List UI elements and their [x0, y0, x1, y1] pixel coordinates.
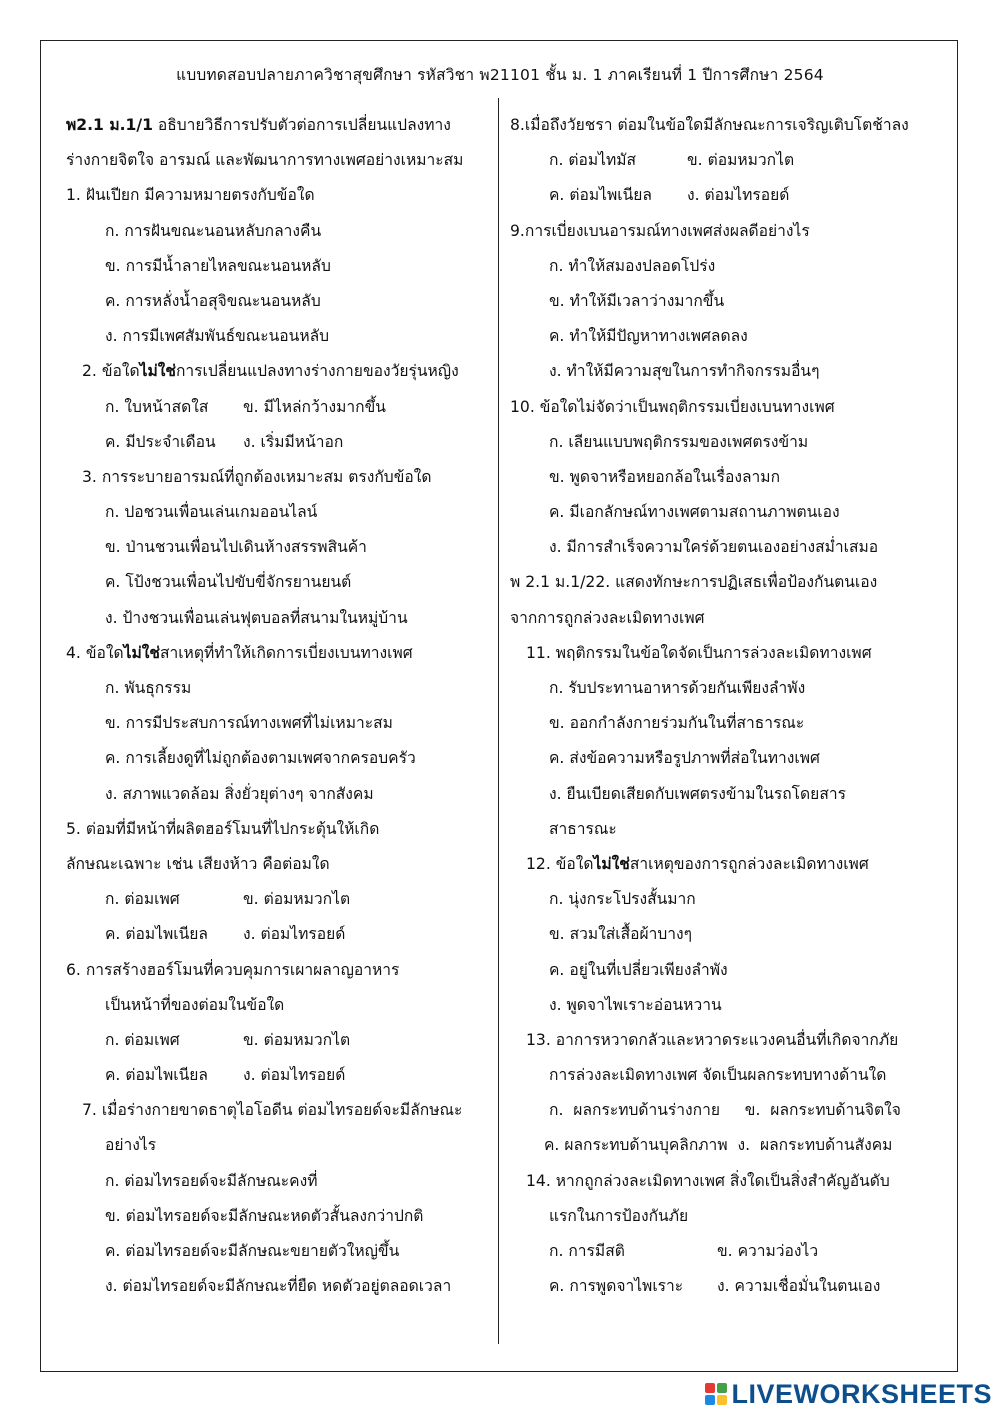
- q3-option-b[interactable]: ข. ป่านชวนเพื่อนไปเดินห้างสรรพสินค้า: [105, 538, 367, 557]
- question-10: 10. ข้อใดไม่จัดว่าเป็นพฤติกรรมเบี่ยงเบนทางเพศ: [510, 397, 835, 416]
- q14-option-a[interactable]: ก. การมีสติ: [549, 1242, 625, 1260]
- q13-options-ab[interactable]: ก. ผลกระทบด้านร่างกาย ข. ผลกระทบด้านจิตใจ: [549, 1101, 901, 1120]
- q12-text-pre: 12. ข้อใด: [526, 854, 594, 873]
- q4-emphasis: ไม่ใช่: [123, 643, 160, 662]
- q12-option-c[interactable]: ค. อยู่ในที่เปลี่ยวเพียงลำพัง: [549, 960, 728, 979]
- q10-option-a[interactable]: ก. เลียนแบบพฤติกรรมของเพศตรงข้าม: [549, 432, 809, 451]
- q10-option-d[interactable]: ง. มีการสำเร็จความใคร่ด้วยตนเองอย่างสม่ำเสมอ: [549, 538, 879, 557]
- question-4: [66, 636, 490, 671]
- q12-option-b[interactable]: ข. สวมใส่เสื้อผ้าบางๆ: [549, 925, 693, 944]
- q5-option-b[interactable]: ข. ต่อมหมวกไต: [243, 890, 351, 909]
- question-2: [66, 354, 490, 389]
- q8-option-a[interactable]: ก. ต่อมไทมัส: [549, 151, 637, 170]
- q4-option-d[interactable]: ง. สภาพแวดล้อม สิ่งยั่วยุต่างๆ จากสังคม: [105, 784, 374, 803]
- q14-options-row2: [510, 1269, 930, 1304]
- right-column: [510, 108, 930, 1304]
- question-3: 3. การระบายอารมณ์ที่ถูกต้องเหมาะสม ตรงกับข้อใด: [82, 467, 432, 486]
- question-7: 7. เมื่อร่างกายขาดธาตุไอโอดีน ต่อมไทรอยด์จะมีลักษณะ: [82, 1101, 463, 1120]
- q6-option-a[interactable]: ก. ต่อมเพศ: [105, 1030, 180, 1049]
- q14-option-c[interactable]: ค. การพูดจาไพเราะ: [549, 1277, 684, 1296]
- q7-option-a[interactable]: ก. ต่อมไทรอยด์จะมีลักษณะคงที่: [105, 1171, 318, 1190]
- q14-options-row1: [510, 1234, 930, 1269]
- question-14: 14. หากถูกล่วงละเมิดทางเพศ สิ่งใดเป็นสิ่งสำคัญอันดับ: [526, 1171, 890, 1190]
- standard-heading-2: พ 2.1 ม.1/22. แสดงทักษะการปฏิเสธเพื่อป้องกันตนเอง: [510, 573, 878, 592]
- q12-emphasis: ไม่ใช่: [593, 854, 630, 873]
- q9-option-c[interactable]: ค. ทำให้มีปัญหาทางเพศลดลง: [549, 327, 748, 346]
- q8-option-b[interactable]: ข. ต่อมหมวกไต: [687, 151, 795, 170]
- q10-option-c[interactable]: ค. มีเอกลักษณ์ทางเพศตามสถานภาพตนเอง: [549, 503, 840, 522]
- question-9: 9.การเบี่ยงเบนอารมณ์ทางเพศส่งผลดีอย่างไร: [510, 221, 810, 240]
- question-6: 6. การสร้างฮอร์โมนที่ควบคุมการเผาผลาญอาหาร: [66, 960, 400, 979]
- q12-text-post: สาเหตุของการถูกล่วงละเมิดทางเพศ: [629, 854, 869, 873]
- q2-options-row2: [66, 425, 490, 460]
- q4-option-a[interactable]: ก. พันธุกรรม: [105, 679, 192, 697]
- q8-option-d[interactable]: ง. ต่อมไทรอยด์: [687, 186, 790, 205]
- q12-option-d[interactable]: ง. พูดจาไพเราะอ่อนหวาน: [549, 995, 722, 1014]
- question-7-line2: อย่างไร: [105, 1136, 157, 1155]
- logo-icon: [705, 1383, 727, 1405]
- q5-option-d[interactable]: ง. ต่อมไทรอยด์: [243, 925, 346, 944]
- question-12: [510, 847, 930, 882]
- q8-options-row1: [510, 143, 930, 178]
- question-13: 13. อาการหวาดกลัวและหวาดระแวงคนอื่นที่เกิดจากภัย: [526, 1030, 899, 1049]
- q8-option-c[interactable]: ค. ต่อมไพเนียล: [549, 186, 652, 205]
- q2-text-pre: 2. ข้อใด: [82, 362, 140, 381]
- q7-option-b[interactable]: ข. ต่อมไทรอยด์จะมีลักษณะหดตัวสั้นลงกว่าปกติ: [105, 1206, 424, 1225]
- question-13-line2: การล่วงละเมิดทางเพศ จัดเป็นผลกระทบทางด้านใด: [549, 1066, 887, 1085]
- q6-option-c[interactable]: ค. ต่อมไพเนียล: [105, 1066, 208, 1085]
- q2-option-a[interactable]: ก. ใบหน้าสดใส: [105, 397, 209, 416]
- column-divider: [498, 98, 499, 1344]
- standard-text: อธิบายวิธีการปรับตัวต่อการเปลี่ยนแปลงทาง: [152, 116, 451, 134]
- q3-option-c[interactable]: ค. โป้งชวนเพื่อนไปขับขี่จักรยานยนต์: [105, 573, 352, 592]
- q12-option-a[interactable]: ก. นุ่งกระโปรงสั้นมาก: [549, 890, 696, 909]
- q5-options-row1: [66, 882, 490, 917]
- liveworksheets-logo[interactable]: [705, 1379, 992, 1409]
- q5-option-c[interactable]: ค. ต่อมไพเนียล: [105, 925, 208, 944]
- q1-option-c[interactable]: ค. การหลั่งน้ำอสุจิขณะนอนหลับ: [105, 291, 321, 310]
- question-5: 5. ต่อมที่มีหน้าที่ผลิตฮอร์โมนที่ไปกระตุ้นให้เกิด: [66, 819, 380, 838]
- q2-option-c[interactable]: ค. มีประจำเดือน: [105, 432, 216, 451]
- q5-options-row2: [66, 917, 490, 952]
- q14-option-d[interactable]: ง. ความเชื่อมั่นในตนเอง: [717, 1277, 881, 1296]
- q4-text-pre: 4. ข้อใด: [66, 643, 124, 662]
- page-title: แบบทดสอบปลายภาควิชาสุขศึกษา รหัสวิชา พ21101 ชั้น ม. 1 ภาคเรียนที่ 1 ปีการศึกษา 2564: [176, 66, 824, 84]
- q2-emphasis: ไม่ใช่: [139, 362, 176, 381]
- q6-options-row2: [66, 1058, 490, 1093]
- q13-options-cd[interactable]: ค. ผลกระทบด้านบุคลิกภาพ ง. ผลกระทบด้านสังคม: [544, 1136, 893, 1155]
- q9-option-a[interactable]: ก. ทำให้สมองปลอดโปร่ง: [549, 256, 716, 275]
- q11-option-c[interactable]: ค. ส่งข้อความหรือรูปภาพที่ส่อในทางเพศ: [549, 749, 820, 768]
- q2-options-row1: [66, 390, 490, 425]
- question-11: 11. พฤติกรรมในข้อใดจัดเป็นการล่วงละเมิดทางเพศ: [526, 643, 872, 662]
- question-1: 1. ฝันเปียก มีความหมายตรงกับข้อใด: [66, 186, 315, 205]
- q14-option-b[interactable]: ข. ความว่องไว: [717, 1242, 819, 1260]
- q9-option-b[interactable]: ข. ทำให้มีเวลาว่างมากขึ้น: [549, 291, 725, 310]
- q11-option-d[interactable]: ง. ยืนเบียดเสียดกับเพศตรงข้ามในรถโดยสาร: [549, 784, 846, 803]
- logo-text: LIVEWORKSHEETS: [731, 1378, 992, 1409]
- q7-option-d[interactable]: ง. ต่อมไทรอยด์จะมีลักษณะที่ยืด หดตัวอยู่ตลอดเวลา: [105, 1277, 452, 1296]
- left-column: [66, 108, 490, 1304]
- q2-text-post: การเปลี่ยนแปลงทางร่างกายของวัยรุ่นหญิง: [175, 362, 459, 381]
- q11-option-d-line2: สาธารณะ: [549, 819, 617, 838]
- question-5-line2: ลักษณะเฉพาะ เช่น เสียงห้าว คือต่อมใด: [66, 854, 330, 873]
- standard-heading-2-line2: จากการถูกล่วงละเมิดทางเพศ: [510, 608, 705, 627]
- question-8: 8.เมื่อถึงวัยชรา ต่อมในข้อใดมีลักษณะการเจริญเติบโตช้าลง: [510, 116, 909, 134]
- standard-heading-1-line2: ร่างกายจิตใจ อารมณ์ และพัฒนาการทางเพศอย่างเหมาะสม: [66, 151, 464, 170]
- q1-option-b[interactable]: ข. การมีน้ำลายไหลขณะนอนหลับ: [105, 256, 331, 275]
- q1-option-d[interactable]: ง. การมีเพศสัมพันธ์ขณะนอนหลับ: [105, 327, 330, 346]
- q11-option-b[interactable]: ข. ออกกำลังกายร่วมกันในที่สาธารณะ: [549, 714, 805, 733]
- question-14-line2: แรกในการป้องกันภัย: [549, 1206, 689, 1225]
- q4-option-c[interactable]: ค. การเลี้ยงดูที่ไม่ถูกต้องตามเพศจากครอบครัว: [105, 749, 416, 768]
- q1-option-a[interactable]: ก. การฝันขณะนอนหลับกลางคืน: [105, 221, 322, 240]
- q8-options-row2: [510, 178, 930, 213]
- q4-option-b[interactable]: ข. การมีประสบการณ์ทางเพศที่ไม่เหมาะสม: [105, 714, 393, 733]
- q11-option-a[interactable]: ก. รับประทานอาหารด้วยกันเพียงลำพัง: [549, 679, 806, 697]
- q10-option-b[interactable]: ข. พูดจาหรือหยอกล้อในเรื่องลามก: [549, 467, 781, 486]
- q6-option-d[interactable]: ง. ต่อมไทรอยด์: [243, 1066, 346, 1085]
- q9-option-d[interactable]: ง. ทำให้มีความสุขในการทำกิจกรรมอื่นๆ: [549, 362, 820, 381]
- q3-option-d[interactable]: ง. ป้างชวนเพื่อนเล่นฟุตบอลที่สนามในหมู่บ้าน: [105, 608, 408, 627]
- q2-option-b[interactable]: ข. มีไหล่กว้างมากขึ้น: [243, 397, 386, 416]
- q6-options-row1: [66, 1023, 490, 1058]
- q3-option-a[interactable]: ก. ปอชวนเพื่อนเล่นเกมออนไลน์: [105, 503, 318, 522]
- q4-text-post: สาเหตุที่ทำให้เกิดการเบี่ยงเบนทางเพศ: [159, 643, 413, 662]
- standard-code: พ2.1 ม.1/1: [66, 116, 153, 134]
- q5-option-a[interactable]: ก. ต่อมเพศ: [105, 890, 180, 909]
- q7-option-c[interactable]: ค. ต่อมไทรอยด์จะมีลักษณะขยายตัวใหญ่ขึ้น: [105, 1242, 400, 1260]
- question-6-line2: เป็นหน้าที่ของต่อมในข้อใด: [105, 995, 285, 1014]
- standard-heading-1: [66, 108, 490, 143]
- q6-option-b[interactable]: ข. ต่อมหมวกไต: [243, 1030, 351, 1049]
- q2-option-d[interactable]: ง. เริ่มมีหน้าอก: [243, 432, 344, 451]
